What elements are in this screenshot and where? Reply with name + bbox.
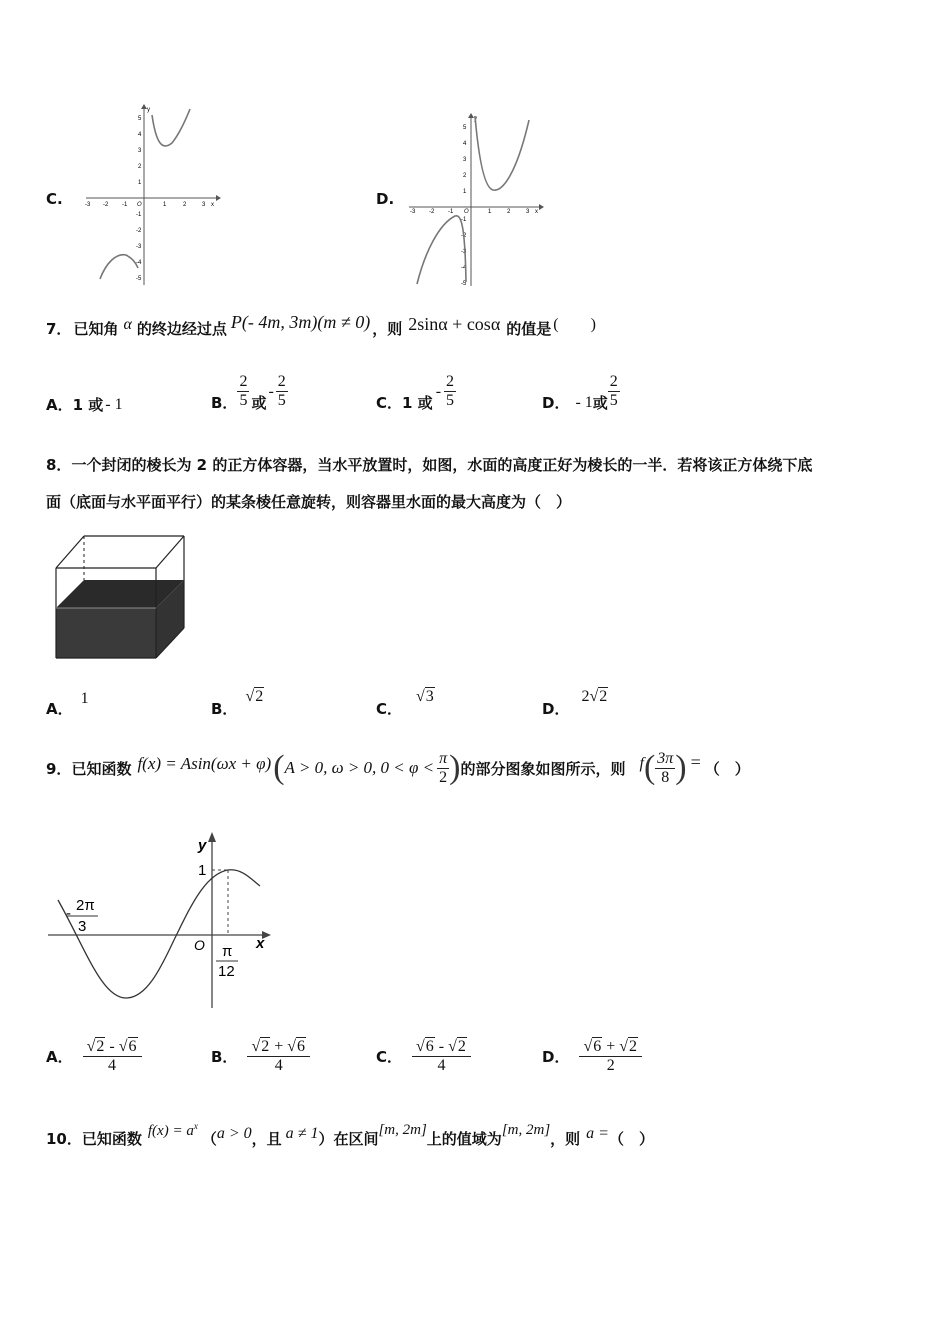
q6c-ytick: 2 bbox=[138, 164, 142, 170]
q6d-y-label: y bbox=[474, 116, 477, 122]
sqrt: √2 bbox=[589, 688, 608, 705]
q9-stem bbox=[46, 744, 750, 792]
q9-option-b[interactable] bbox=[211, 1038, 310, 1075]
q9-f: f bbox=[639, 755, 644, 772]
fraction: $\frac{2}{5}$ bbox=[446, 373, 455, 409]
q9-option-d[interactable] bbox=[542, 1038, 642, 1075]
q10-text: 已知函数 bbox=[81, 1129, 142, 1148]
q6d-ytick: -1 bbox=[461, 217, 467, 223]
q9-sine-graph bbox=[46, 830, 276, 1010]
q10-range: [m, 2m] bbox=[501, 1121, 551, 1138]
minus-sign: - bbox=[268, 382, 274, 400]
q6d-ytick: 1 bbox=[463, 189, 467, 195]
q8-option-b[interactable] bbox=[211, 688, 264, 719]
q8-stem-line2: 面（底面与水平面平行）的某条棱任意旋转，则容器里水面的最大高度为（ ） bbox=[46, 493, 572, 511]
q10-function: $f(x) = a^x$ bbox=[147, 1120, 198, 1139]
fraction: $\frac{2}{5}$ bbox=[239, 373, 248, 409]
q7-option-b[interactable] bbox=[211, 370, 288, 413]
q10-number: 10． bbox=[46, 1129, 82, 1148]
sqrt: √3 bbox=[416, 688, 434, 705]
q6-graph-d bbox=[405, 112, 545, 287]
q9-function: f(x) = Asin(ωx + φ) bbox=[137, 754, 272, 773]
fraction: $\frac{√2 - √6}{4}$ bbox=[83, 1038, 142, 1075]
q6-option-c-label: C. bbox=[46, 190, 63, 208]
water-front bbox=[56, 608, 156, 658]
q10-text: ，则 bbox=[550, 1129, 581, 1148]
fraction: $\frac{\pi}{2}$ bbox=[439, 749, 448, 786]
q6-option-d-label: D. bbox=[376, 190, 395, 208]
fraction: $\frac{√6 - √2}{4}$ bbox=[412, 1038, 471, 1075]
q10-text: 上的值域为 bbox=[426, 1129, 502, 1148]
q10-text: ）在区间 bbox=[318, 1129, 379, 1148]
q6c-ytick: 3 bbox=[138, 148, 142, 154]
q8-number: 8． bbox=[46, 456, 72, 474]
q6d-curve-left bbox=[417, 216, 466, 284]
q10-text: ，且 bbox=[251, 1129, 282, 1148]
q9-left-den: 3 bbox=[78, 918, 87, 935]
q9-right-num: π bbox=[222, 943, 233, 960]
q6c-xtick: -1 bbox=[122, 202, 128, 208]
q10-answer-paren: （ ） bbox=[608, 1129, 654, 1148]
fraction: $\frac{√6 + √2}{2}$ bbox=[579, 1038, 642, 1075]
q6c-curve-left bbox=[100, 255, 138, 279]
q10-condition: a > 0 bbox=[216, 1125, 252, 1142]
q6d-ytick: -4 bbox=[461, 265, 467, 271]
option-label: B． bbox=[211, 1048, 238, 1066]
option-value: - 1 bbox=[105, 395, 123, 413]
q6c-origin: O bbox=[137, 202, 142, 208]
q6c-ytick: -4 bbox=[136, 260, 142, 266]
q6c-y-label: y bbox=[147, 107, 150, 113]
option-label: D． bbox=[542, 1048, 570, 1066]
q7-text: 的值是 bbox=[506, 320, 552, 338]
q9-text: 的部分图象如图所示，则 bbox=[460, 759, 626, 778]
option-label: A． bbox=[46, 1048, 73, 1066]
paren-right: ) bbox=[449, 749, 461, 786]
q6d-curve-right bbox=[475, 116, 529, 190]
sqrt: √2 bbox=[245, 688, 264, 705]
q10-interval: [m, 2m] bbox=[378, 1121, 427, 1138]
q6d-xtick: 3 bbox=[526, 209, 530, 215]
q9-text: 已知函数 bbox=[71, 759, 132, 778]
option-label: C． bbox=[376, 700, 403, 718]
q9-minus: - bbox=[66, 905, 71, 922]
q7-expression: 2sinα + cosα bbox=[408, 314, 501, 334]
q8-stem-line1 bbox=[46, 454, 812, 475]
minus-sign: - bbox=[435, 382, 442, 400]
q7-point: P(- 4m, 3m)(m ≠ 0) bbox=[230, 312, 371, 332]
q9-condition: A > 0, ω > 0, 0 < φ < bbox=[284, 758, 435, 777]
fraction: $\frac{3\pi}{8}$ bbox=[657, 749, 674, 786]
q6c-ytick: -1 bbox=[136, 212, 142, 218]
q6c-xtick: -3 bbox=[85, 202, 91, 208]
option-label: D． bbox=[542, 394, 570, 412]
q8-option-c[interactable] bbox=[376, 688, 435, 719]
q7-answer-paren: ( ) bbox=[553, 315, 596, 333]
q8-cube-figure bbox=[52, 530, 188, 662]
option-label: C． bbox=[376, 394, 403, 412]
q7-stem bbox=[46, 312, 596, 339]
q9-one: 1 bbox=[198, 862, 207, 879]
fraction: $\frac{√2 + √6}{4}$ bbox=[247, 1038, 310, 1075]
option-text: 或 bbox=[251, 394, 267, 412]
q6d-ytick: -2 bbox=[461, 233, 467, 239]
q6d-origin: O bbox=[464, 209, 469, 215]
q9-right-den: 12 bbox=[218, 963, 235, 980]
q6d-xtick: -1 bbox=[448, 209, 454, 215]
q6-graph-c bbox=[82, 103, 222, 288]
option-value: - 1 bbox=[575, 393, 593, 411]
paren-right: ) bbox=[675, 749, 687, 786]
option-label: B． bbox=[211, 394, 238, 412]
q6d-xtick: 2 bbox=[507, 209, 511, 215]
q6c-ytick: -3 bbox=[136, 244, 142, 250]
q9-y-label: y bbox=[198, 837, 207, 854]
q6d-x-label: x bbox=[535, 209, 538, 215]
q10-a-equals: a = bbox=[586, 1125, 609, 1142]
q7-number: 7． bbox=[46, 320, 72, 338]
option-text: 1 或 bbox=[72, 396, 104, 414]
q6d-ytick: 5 bbox=[463, 125, 467, 131]
option-label: A． bbox=[46, 396, 73, 414]
fraction: $\frac{2}{5}$ bbox=[277, 373, 286, 409]
q6c-ytick: -5 bbox=[136, 276, 142, 282]
q6c-xtick: 1 bbox=[163, 202, 167, 208]
option-label: C． bbox=[376, 1048, 403, 1066]
q6d-xtick: -2 bbox=[429, 209, 435, 215]
q7-option-a[interactable] bbox=[46, 394, 123, 415]
q9-answer-paren: （ ） bbox=[704, 759, 750, 778]
q7-text: 已知角 bbox=[73, 320, 119, 338]
option-text: 1 或 bbox=[402, 394, 433, 412]
q6d-xtick: -3 bbox=[410, 209, 416, 215]
option-value: 1 bbox=[80, 690, 89, 707]
q6d-ytick: 4 bbox=[463, 141, 467, 147]
option-text: 或 bbox=[592, 394, 608, 412]
paren-left: ( bbox=[273, 749, 285, 786]
fraction: $\frac{2}{5}$ bbox=[609, 373, 618, 409]
q7-text: 的终边经过点 bbox=[136, 320, 227, 338]
q7-alpha: α bbox=[123, 315, 132, 333]
paren-left: ( bbox=[643, 749, 656, 786]
q9-x-label: x bbox=[256, 935, 265, 952]
q7-option-d[interactable] bbox=[542, 370, 620, 413]
q9-option-c[interactable] bbox=[376, 1038, 471, 1075]
q6c-ytick: 1 bbox=[138, 180, 142, 186]
q8-text: 一个封闭的棱长为 2 的正方体容器，当水平放置时，如图，水面的高度正好为棱长的一半．若将该正方体绕下底 bbox=[71, 456, 813, 474]
q6c-xtick: -2 bbox=[103, 202, 109, 208]
q9-equals: = bbox=[690, 751, 701, 772]
coefficient: 2 bbox=[581, 688, 590, 705]
q9-left-num: 2π bbox=[76, 897, 95, 914]
option-label: D． bbox=[542, 700, 570, 718]
q9-option-a[interactable] bbox=[46, 1038, 142, 1075]
q6c-x-label: x bbox=[211, 202, 214, 208]
q6c-ytick: 4 bbox=[138, 132, 142, 138]
q6c-ytick: 5 bbox=[138, 116, 142, 122]
q7-text: ，则 bbox=[372, 320, 403, 338]
q6c-xtick: 2 bbox=[183, 202, 187, 208]
q6d-ytick: 3 bbox=[463, 157, 467, 163]
q6c-xtick: 3 bbox=[202, 202, 206, 208]
option-label: A． bbox=[46, 700, 73, 718]
q9-origin: O bbox=[194, 937, 205, 953]
q6d-xtick: 1 bbox=[488, 209, 492, 215]
q6d-ytick: -3 bbox=[461, 249, 467, 255]
q10-stem bbox=[46, 1120, 654, 1156]
q10-text: （ bbox=[201, 1129, 217, 1148]
q9-number: 9． bbox=[46, 759, 72, 778]
option-label: B． bbox=[211, 700, 238, 718]
q10-condition: a ≠ 1 bbox=[285, 1125, 319, 1142]
q6d-ytick: -5 bbox=[461, 281, 467, 287]
q6c-ytick: -2 bbox=[136, 228, 142, 234]
q6c-curve-right bbox=[152, 109, 190, 146]
q8-option-d[interactable] bbox=[542, 688, 608, 719]
q6d-ytick: 2 bbox=[463, 173, 467, 179]
q8-option-a[interactable] bbox=[46, 690, 89, 719]
q7-option-c[interactable] bbox=[376, 370, 456, 413]
